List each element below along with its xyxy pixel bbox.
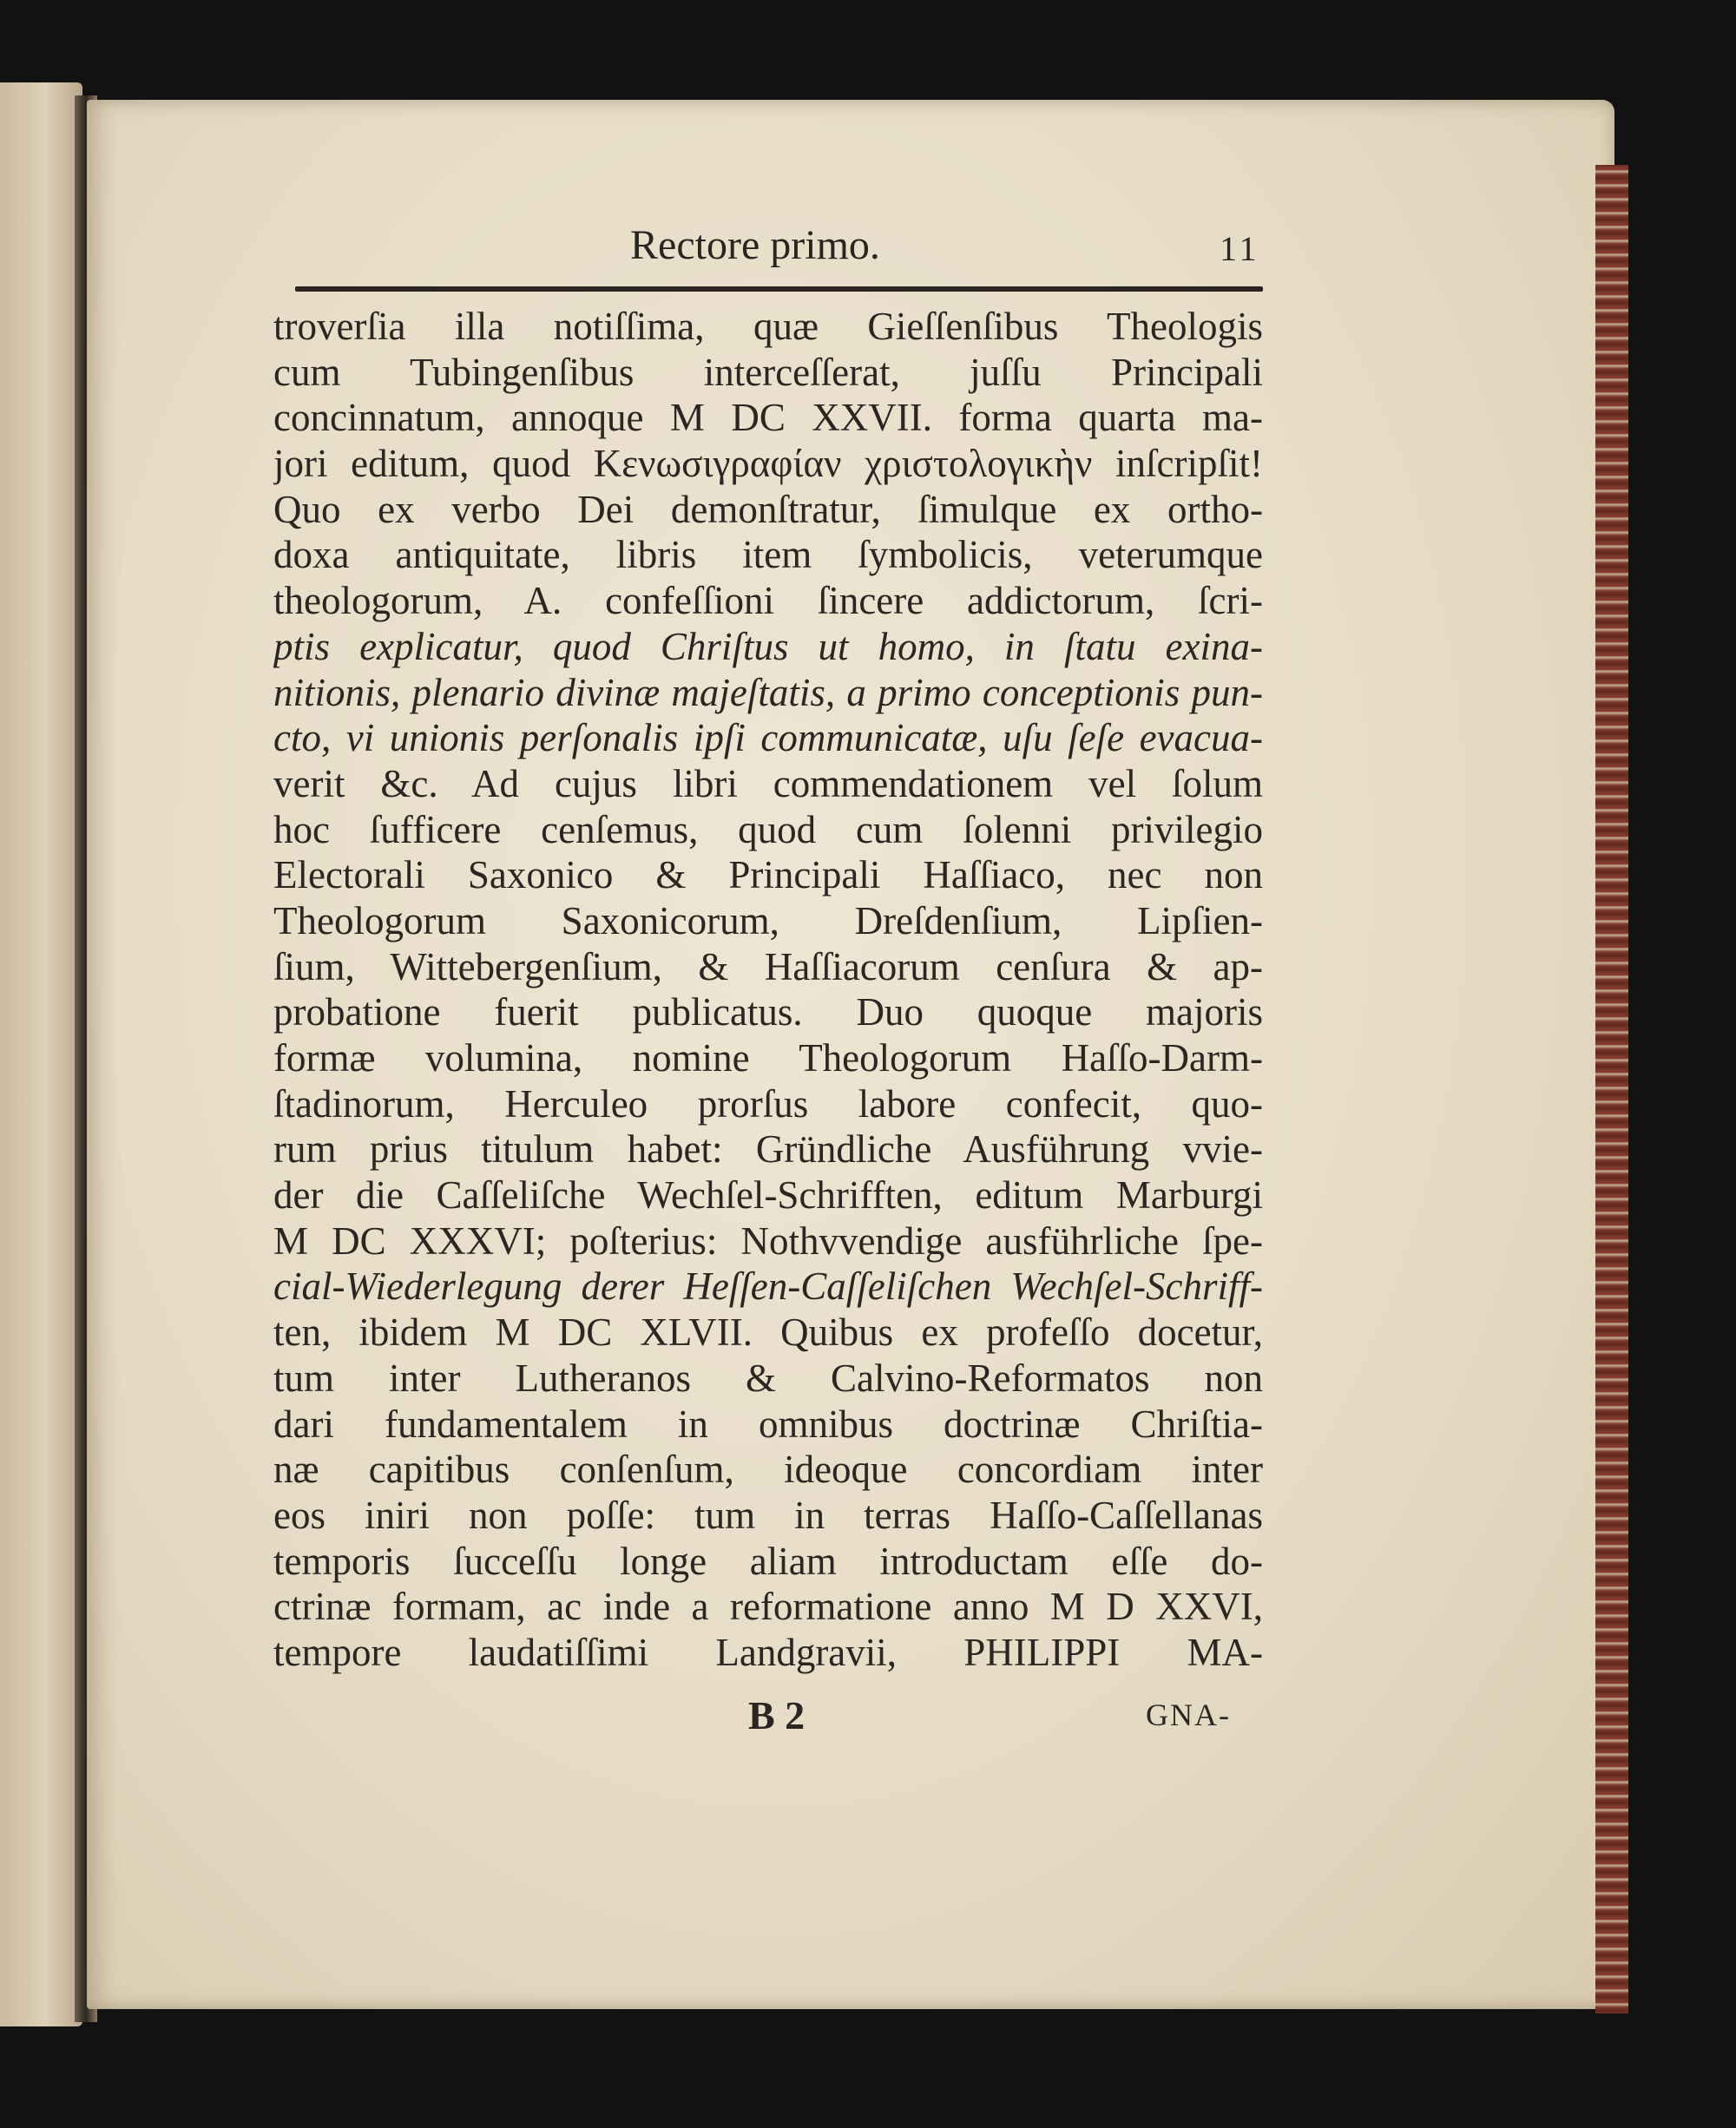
text-line: temporis ſucceſſu longe aliam introductam eſſe do- [273,1539,1263,1583]
text-line: ten, ibidem M DC XLVII. Quibus ex profeſſo docetur, [273,1310,1263,1355]
signature-mark: B 2 [748,1693,806,1737]
text-line: ptis explicatur, quod Chriſtus ut homo, in ſtatu exina- [273,624,1263,668]
text-line: M DC XXXVI; poſterius: Nothvvendige ausführliche ſpe- [273,1218,1263,1263]
running-head: Rectore primo. [630,222,880,268]
text-line: jori editum, quod Κενωσιγραφίαν χριστολογικὴν inſcripſit! [273,442,1263,486]
text-line: Quo ex verbo Dei demonſtratur, ſimulque ex ortho- [273,487,1263,531]
text-line: Theologorum Saxonicorum, Dreſdenſium, Lipſien- [273,898,1263,942]
text-line: doxa antiquitate, libris item ſymbolicis, veterumque [273,533,1263,577]
text-line: cto, vi unionis perſonalis ipſi communicatæ, uſu ſeſe evacua- [273,716,1263,760]
text-line: ſium, Wittebergenſium, & Haſſiacorum cenſura & ap- [273,944,1263,988]
text-line: Electorali Saxonico & Principali Haſſiaco, nec non [273,853,1263,897]
header-rule [295,286,1263,292]
text-line: verit &c. Ad cujus libri commendationem vel ſolum [273,761,1263,805]
text-line: ctrinæ formam, ac inde a reformatione anno M D XXVI, [273,1585,1263,1629]
text-line: hoc ſufficere cenſemus, quod cum ſolenni privilegio [273,807,1263,851]
catchword: GNA- [1146,1698,1231,1732]
text-line: der die Caſſeliſche Wechſel-Schrifften, editum Marburgi [273,1173,1263,1218]
text-line: ſtadinorum, Herculeo prorſus labore confecit, quo- [273,1081,1263,1126]
text-line: formæ volumina, nomine Theologorum Haſſo-Darm- [273,1036,1263,1080]
text-line: nitionis, plenario divinæ majeſtatis, a primo conceptionis pun- [273,670,1263,714]
page-number: 11 [1220,229,1260,268]
body-text [273,304,1263,1676]
text-line: rum prius titulum habet: Gründliche Ausführung vvie- [273,1127,1263,1172]
text-line: probatione fuerit publicatus. Duo quoque majoris [273,990,1263,1034]
text-line: cum Tubingenſibus interceſſerat, juſſu Principali [273,350,1263,394]
left-page-edge [0,82,82,2026]
text-line: tempore laudatiſſimi Landgravii, PHILIPPI MA- [273,1630,1263,1674]
text-line: troverſia illa notiſſima, quæ Gieſſenſibus Theologis [273,305,1263,348]
page-fore-edge [1595,165,1628,2013]
text-line: dari fundamentalem in omnibus doctrinæ Chriſtia- [273,1402,1263,1446]
text-line: theologorum, A. confeſſioni ſincere addictorum, ſcri- [273,579,1263,623]
text-line: eos iniri non poſſe: tum in terras Haſſo-Caſſellanas [273,1493,1263,1537]
text-line: næ capitibus conſenſum, ideoque concordiam inter [273,1448,1263,1492]
text-line: concinnatum, annoque M DC XXVII. forma quarta ma- [273,396,1263,440]
text-line: tum inter Lutheranos & Calvino-Reformatos non [273,1356,1263,1400]
text-line: cial-Wiederlegung derer Heſſen-Caſſeliſchen Wechſel-Schriff- [273,1264,1263,1309]
